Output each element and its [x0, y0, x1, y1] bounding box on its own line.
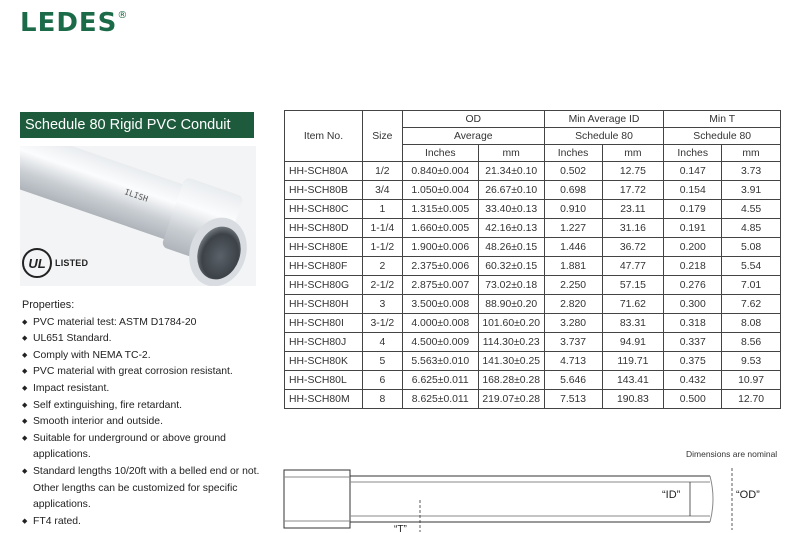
product-title: Schedule 80 Rigid PVC Conduit [20, 112, 254, 138]
table-cell: 9.53 [722, 352, 781, 371]
table-cell: 8.08 [722, 314, 781, 333]
table-cell: 12.75 [602, 162, 664, 181]
table-cell: 3 [362, 295, 402, 314]
table-cell: 0.191 [664, 219, 722, 238]
table-cell: 5.54 [722, 257, 781, 276]
table-cell: HH-SCH80B [285, 181, 363, 200]
table-cell: 0.318 [664, 314, 722, 333]
table-cell: 2.375±0.006 [402, 257, 478, 276]
table-cell: 3/4 [362, 181, 402, 200]
property-item: ◆ PVC material test: ASTM D1784-20 [22, 315, 272, 332]
table-cell: 1.050±0.004 [402, 181, 478, 200]
bullet-icon: ◆ [22, 368, 28, 376]
table-cell: 4.713 [544, 352, 602, 371]
bullet-icon: ◆ [22, 318, 28, 326]
table-cell: 2.875±0.007 [402, 276, 478, 295]
table-row [285, 314, 781, 333]
table-cell: 7.01 [722, 276, 781, 295]
pipe-print-text: ILISH [123, 187, 150, 204]
table-cell: 2 [362, 257, 402, 276]
property-item: ◆ Self extinguishing, fire retardant. [22, 398, 272, 415]
logo-text: LEDES [20, 8, 118, 38]
table-cell: 2-1/2 [362, 276, 402, 295]
table-cell: 114.30±0.23 [478, 333, 544, 352]
table-cell: 8.625±0.011 [402, 390, 478, 409]
ul-mark-icon: UL [22, 248, 52, 278]
table-row [285, 390, 781, 409]
property-item: ◆ Impact resistant. [22, 381, 272, 398]
table-row [285, 371, 781, 390]
unit-header: mm [602, 145, 664, 162]
table-cell: 190.83 [602, 390, 664, 409]
table-cell: 1 [362, 200, 402, 219]
dimensions-note: Dimensions are nominal [686, 449, 778, 459]
property-item: ◆ Suitable for underground or above ground applications. [22, 431, 272, 464]
table-cell: 4.55 [722, 200, 781, 219]
table-cell: 101.60±0.20 [478, 314, 544, 333]
header-t-schedule: Schedule 80 [664, 128, 781, 145]
table-cell: 23.11 [602, 200, 664, 219]
table-row [285, 333, 781, 352]
table-cell: 0.147 [664, 162, 722, 181]
table-cell: 5 [362, 352, 402, 371]
table-cell: HH-SCH80H [285, 295, 363, 314]
table-cell: 10.97 [722, 371, 781, 390]
ul-listed-text: LISTED [55, 258, 89, 268]
registered-mark: ® [117, 10, 129, 21]
header-size: Size [362, 111, 402, 162]
header-item-no: Item No. [285, 111, 363, 162]
table-row [285, 181, 781, 200]
table-cell: 3.73 [722, 162, 781, 181]
table-cell: 1-1/4 [362, 219, 402, 238]
property-item: ◆ Standard lengths 10/20ft with a belled end or not. Other lengths can be customized for specific applications. [22, 464, 272, 514]
table-cell: 60.32±0.15 [478, 257, 544, 276]
header-id-schedule: Schedule 80 [544, 128, 664, 145]
table-cell: 168.28±0.28 [478, 371, 544, 390]
table-cell: 0.337 [664, 333, 722, 352]
header-min-avg-id: Min Average ID [544, 111, 664, 128]
spec-table-body [285, 162, 781, 409]
table-cell: 5.646 [544, 371, 602, 390]
table-cell: 141.30±0.25 [478, 352, 544, 371]
table-cell: HH-SCH80D [285, 219, 363, 238]
bullet-icon: ◆ [22, 418, 28, 426]
table-row [285, 257, 781, 276]
table-cell: 3.91 [722, 181, 781, 200]
table-cell: HH-SCH80A [285, 162, 363, 181]
table-row [285, 295, 781, 314]
table-cell: 17.72 [602, 181, 664, 200]
property-item: ◆ Smooth interior and outside. [22, 414, 272, 431]
table-cell: 1.315±0.005 [402, 200, 478, 219]
table-cell: 1.900±0.006 [402, 238, 478, 257]
unit-header: Inches [664, 145, 722, 162]
table-cell: 0.500 [664, 390, 722, 409]
table-cell: 1.881 [544, 257, 602, 276]
table-cell: 1-1/2 [362, 238, 402, 257]
bullet-icon: ◆ [22, 335, 28, 343]
table-cell: HH-SCH80E [285, 238, 363, 257]
table-cell: 21.34±0.10 [478, 162, 544, 181]
table-cell: 36.72 [602, 238, 664, 257]
table-cell: 3-1/2 [362, 314, 402, 333]
properties-list [22, 297, 272, 530]
table-cell: 83.31 [602, 314, 664, 333]
table-cell: 88.90±0.20 [478, 295, 544, 314]
table-cell: 12.70 [722, 390, 781, 409]
property-item: ◆ UL651 Standard. [22, 331, 272, 348]
table-cell: 119.71 [602, 352, 664, 371]
property-item: ◆ Comply with NEMA TC-2. [22, 348, 272, 365]
id-label: “ID” [662, 489, 681, 501]
table-cell: 26.67±0.10 [478, 181, 544, 200]
table-cell: 0.154 [664, 181, 722, 200]
table-cell: 47.77 [602, 257, 664, 276]
table-cell: 71.62 [602, 295, 664, 314]
property-item: ◆ PVC material with great corrosion resistant. [22, 364, 272, 381]
table-cell: 0.218 [664, 257, 722, 276]
bell-end-shape [284, 470, 350, 528]
table-cell: 7.513 [544, 390, 602, 409]
table-cell: 0.840±0.004 [402, 162, 478, 181]
unit-header: Inches [402, 145, 478, 162]
table-cell: 4.500±0.009 [402, 333, 478, 352]
table-cell: 0.276 [664, 276, 722, 295]
table-cell: 0.375 [664, 352, 722, 371]
table-cell: 1/2 [362, 162, 402, 181]
brand-logo [20, 8, 128, 38]
table-cell: 0.698 [544, 181, 602, 200]
bullet-icon: ◆ [22, 467, 28, 475]
table-cell: 0.179 [664, 200, 722, 219]
table-cell: 1.227 [544, 219, 602, 238]
table-cell: HH-SCH80F [285, 257, 363, 276]
bullet-icon: ◆ [22, 434, 28, 442]
table-row [285, 219, 781, 238]
table-cell: 8 [362, 390, 402, 409]
table-cell: 8.56 [722, 333, 781, 352]
table-cell: 1.446 [544, 238, 602, 257]
table-cell: 57.15 [602, 276, 664, 295]
table-cell: HH-SCH80K [285, 352, 363, 371]
table-cell: 6 [362, 371, 402, 390]
conduit-drawing [270, 460, 790, 533]
unit-header: Inches [544, 145, 602, 162]
table-row [285, 352, 781, 371]
unit-header: mm [722, 145, 781, 162]
unit-header: mm [478, 145, 544, 162]
table-cell: 73.02±0.18 [478, 276, 544, 295]
table-cell: 48.26±0.15 [478, 238, 544, 257]
table-cell: 7.62 [722, 295, 781, 314]
table-cell: 5.563±0.010 [402, 352, 478, 371]
ul-listed-logo [22, 248, 88, 278]
table-cell: 4.85 [722, 219, 781, 238]
table-cell: 5.08 [722, 238, 781, 257]
table-cell: 1.660±0.005 [402, 219, 478, 238]
table-cell: 2.820 [544, 295, 602, 314]
property-item: ◆ FT4 rated. [22, 514, 272, 531]
table-cell: 4.000±0.008 [402, 314, 478, 333]
table-cell: HH-SCH80M [285, 390, 363, 409]
properties-heading: Properties: [22, 299, 75, 311]
header-od: OD [402, 111, 544, 128]
table-cell: 0.502 [544, 162, 602, 181]
table-cell: 3.737 [544, 333, 602, 352]
table-cell: 6.625±0.011 [402, 371, 478, 390]
table-cell: 3.280 [544, 314, 602, 333]
table-cell: 3.500±0.008 [402, 295, 478, 314]
table-cell: 0.910 [544, 200, 602, 219]
table-cell: HH-SCH80C [285, 200, 363, 219]
table-cell: 42.16±0.13 [478, 219, 544, 238]
table-row [285, 200, 781, 219]
table-cell: 2.250 [544, 276, 602, 295]
header-min-t: Min T [664, 111, 781, 128]
bullet-icon: ◆ [22, 384, 28, 392]
table-cell: 33.40±0.13 [478, 200, 544, 219]
table-row [285, 238, 781, 257]
bullet-icon: ◆ [22, 401, 28, 409]
spec-table [284, 110, 781, 409]
table-row [285, 162, 781, 181]
header-od-average: Average [402, 128, 544, 145]
table-cell: HH-SCH80J [285, 333, 363, 352]
table-cell: 0.300 [664, 295, 722, 314]
table-cell: 31.16 [602, 219, 664, 238]
bullet-icon: ◆ [22, 517, 28, 525]
table-cell: 4 [362, 333, 402, 352]
table-cell: 0.432 [664, 371, 722, 390]
od-label: “OD” [736, 489, 760, 501]
table-cell: 143.41 [602, 371, 664, 390]
table-cell: 0.200 [664, 238, 722, 257]
table-row [285, 276, 781, 295]
bullet-icon: ◆ [22, 351, 28, 359]
table-cell: HH-SCH80G [285, 276, 363, 295]
table-cell: 94.91 [602, 333, 664, 352]
table-cell: HH-SCH80L [285, 371, 363, 390]
table-cell: 219.07±0.28 [478, 390, 544, 409]
table-cell: HH-SCH80I [285, 314, 363, 333]
t-label: “T” [394, 524, 407, 533]
